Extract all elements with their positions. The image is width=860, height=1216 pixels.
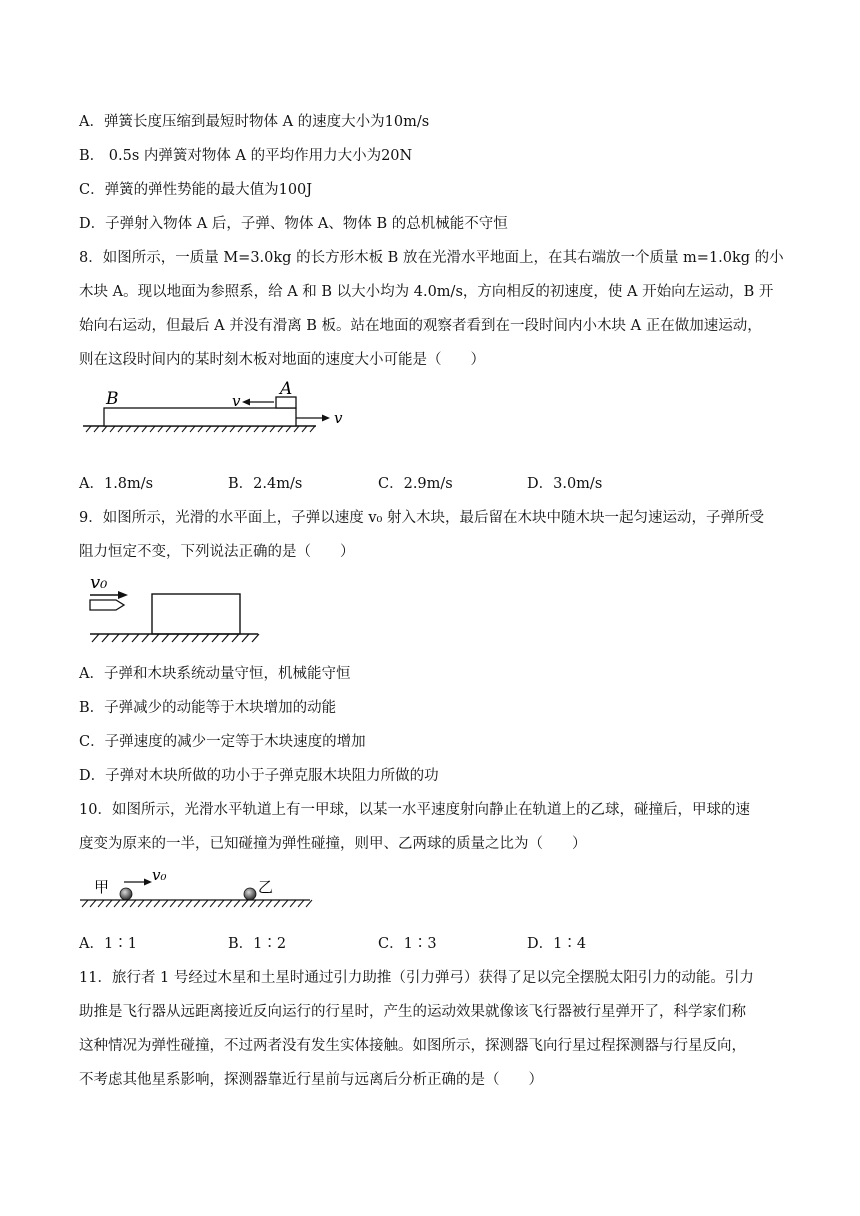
q8-option-a: A．1.8m/s: [79, 476, 154, 492]
ball-jia-label: 甲: [94, 878, 110, 896]
board-b: [104, 408, 296, 426]
ball-jia: [120, 888, 132, 900]
q9-stem-line-1: 9．如图所示，光滑的水平面上，子弹以速度 v₀ 射入木块，最后留在木块中随木块一起匀速运动，子弹所受: [79, 510, 764, 526]
block-a-label: A: [280, 379, 293, 399]
q9-option-b: B．子弹减少的动能等于木块增加的动能: [79, 700, 337, 716]
q10-stem-line-2: 度变为原来的一半，已知碰撞为弹性碰撞，则甲、乙两球的质量之比为（ ）: [79, 836, 587, 852]
arrow-a-label: v: [232, 392, 241, 410]
bullet: [90, 600, 124, 610]
q9-option-a: A．子弹和木块系统动量守恒，机械能守恒: [79, 666, 351, 682]
q8-figure: [78, 380, 358, 450]
q10-v0-label: v₀: [152, 866, 167, 884]
q8-option-c: C．2.9m/s: [378, 476, 453, 492]
q8-stem-line-1: 8．如图所示，一质量 M=3.0kg 的长方形木板 B 放在光滑水平地面上，在其右端放一个质量 m=1.0kg 的小: [79, 250, 784, 266]
board-b-label: B: [106, 389, 119, 409]
q11-stem-line-1: 11．旅行者 1 号经过木星和土星时通过引力助推（引力弹弓）获得了足以完全摆脱太阳引力的动能。引力: [79, 970, 754, 986]
q7-option-c: C．弹簧的弹性势能的最大值为100J: [79, 182, 313, 198]
q8-stem-line-2: 木块 A。现以地面为参照系，给 A 和 B 以大小均为 4.0m/s，方向相反的初速度，使 A 开始向左运动，B 开: [79, 284, 774, 300]
q9-option-d: D．子弹对木块所做的功小于子弹克服木块阻力所做的功: [79, 768, 439, 784]
q11-stem-line-3: 这种情况为弹性碰撞，不过两者没有发生实体接触。如图所示，探测器飞向行星过程探测器与行星反向，: [79, 1038, 746, 1054]
arrow-b-label: v: [334, 409, 343, 427]
q10-stem-line-1: 10．如图所示，光滑水平轨道上有一甲球，以某一水平速度射向静止在轨道上的乙球，碰撞后，甲球的速: [79, 802, 750, 818]
q8-options: [79, 474, 779, 494]
q11-stem-line-2: 助推是飞行器从远距离接近反向运行的行星时，产生的运动效果就像该飞行器被行星弹开了，科学家们称: [79, 1004, 746, 1020]
q10-option-b: B．1∶2: [228, 936, 287, 952]
q8-option-b: B．2.4m/s: [228, 476, 303, 492]
q9-option-c: C．子弹速度的减少一定等于木块速度的增加: [79, 734, 366, 750]
q8-stem-line-4: 则在这段时间内的某时刻木板对地面的速度大小可能是（ ）: [79, 352, 485, 368]
q11-stem-line-4: 不考虑其他星系影响，探测器靠近行星前与远离后分析正确的是（ ）: [79, 1072, 543, 1088]
q10-option-c: C．1∶3: [378, 936, 437, 952]
q7-option-a: A．弹簧长度压缩到最短时物体 A 的速度大小为10m/s: [79, 114, 430, 130]
q9-stem-line-2: 阻力恒定不变，下列说法正确的是（ ）: [79, 544, 355, 560]
q8-option-d: D．3.0m/s: [527, 476, 603, 492]
q10-option-d: D．1∶4: [527, 936, 587, 952]
q7-option-d: D．子弹射入物体 A 后，子弹、物体 A、物体 B 的总机械能不守恒: [79, 216, 508, 232]
q10-option-a: A．1∶1: [79, 936, 137, 952]
q9-v0-label: v₀: [90, 572, 108, 593]
q8-stem-line-3: 始向右运动，但最后 A 并没有滑离 B 板。站在地面的观察者看到在一段时间内小木块 A 正在做加速运动，: [79, 318, 762, 334]
q10-figure: [76, 862, 326, 922]
ball-yi-label: 乙: [258, 878, 274, 896]
q10-options: [79, 934, 779, 954]
ball-yi: [244, 888, 256, 900]
q9-figure: [86, 568, 266, 648]
q7-option-b: B． 0.5s 内弹簧对物体 A 的平均作用力大小为20N: [79, 148, 413, 164]
wood-block: [152, 594, 240, 634]
